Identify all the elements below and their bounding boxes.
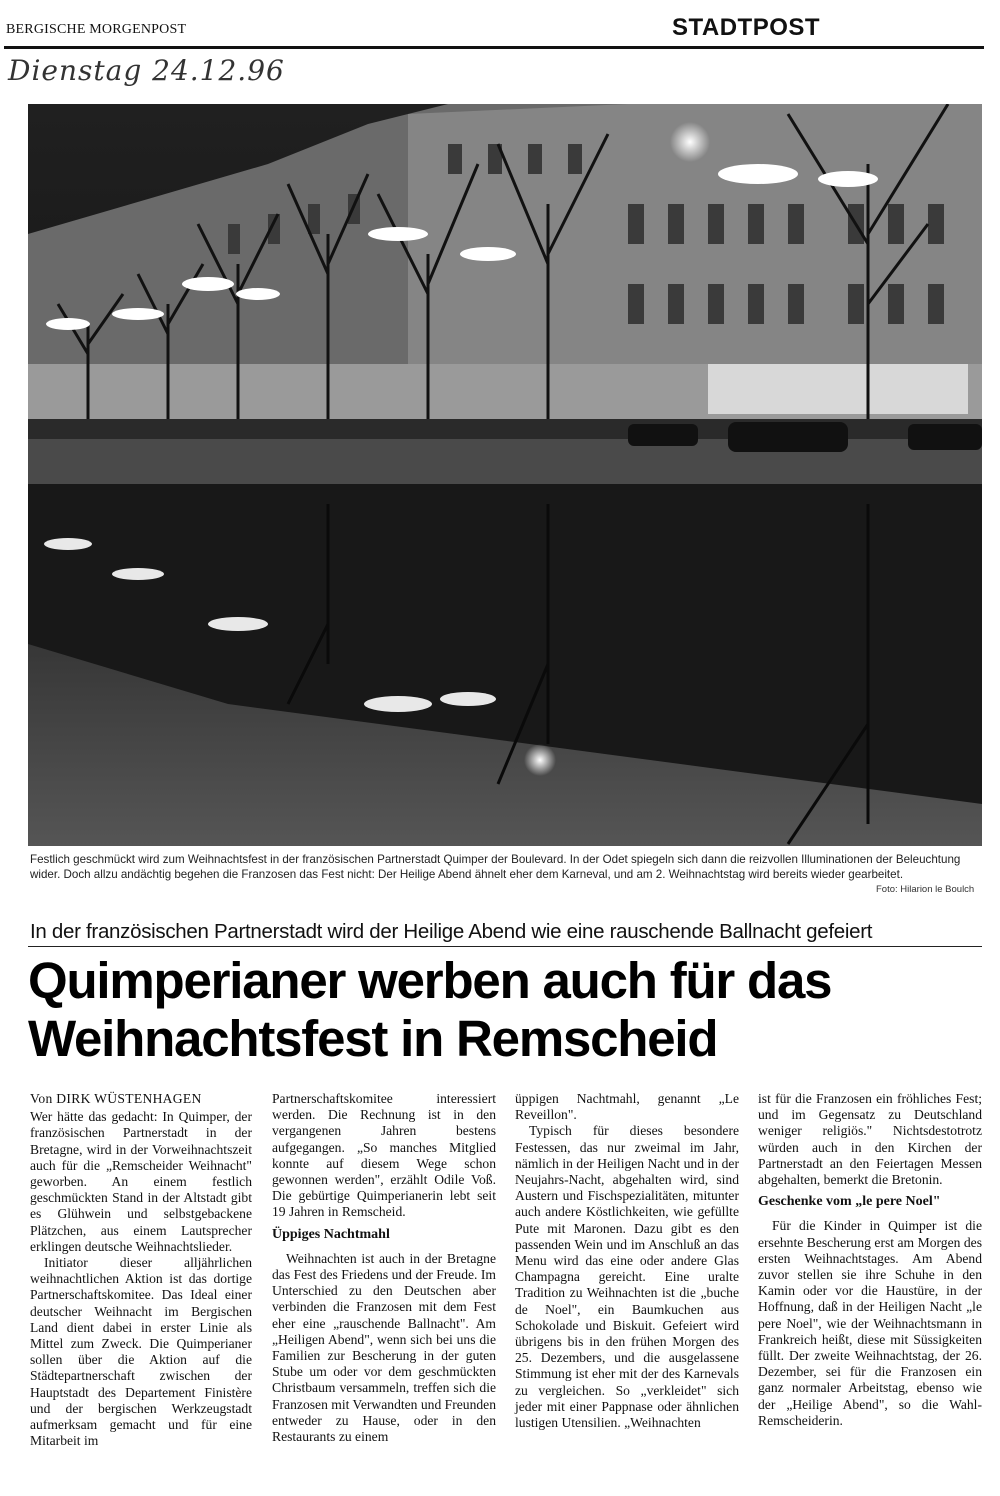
handwritten-date: Dienstag 24.12.96 [8,54,285,87]
article-column-1 [30,1091,252,1449]
column-4-paragraph-2: Für die Kinder in Quimper ist die ersehnte Bescherung erst am Morgen des ersten Weihnachtstages. Am Abend zuvor stellen sie ihre Schuhe in den Kamin oder vor die Haustüre, in der Hoffnung, daß in der Heiligen Nacht „le pere Noel", wie der Weihnachtsmann in Frankreich heißt, diese mit Süssigkeiten füllt. Der zweite Weihnachtstag, der 26. Dezember, sei für die Franzosen ein ganz normaler Arbeitstag, ebenso wie der „Heilige Abend", so die Wahl-Remscheiderin. [758,1218,982,1428]
subhead-nachtmahl: Üppiges Nachtmahl [272,1226,390,1242]
kicker-rule [28,946,982,947]
headline-line-2: Weihnachtsfest in Remscheid [28,1010,718,1067]
photo-caption: Festlich geschmückt wird zum Weihnachtsfest in der französischen Partnerstadt Quimper der Boulevard. In der Odet spiegeln sich dann die reizvollen Illuminationen der Beleuchtung wider. Doch allzu andächtig begehen die Franzosen das Fest nicht: Der Heilige Abend ähnelt eher dem Karneval, und am 2. Weihnachtstag wird bereits wieder gearbeitet. [30,853,961,881]
subhead-geschenke: Geschenke vom „le pere Noel" [758,1194,941,1210]
headline [28,952,988,1068]
night-river-photo [28,104,982,846]
article-column-3 [515,1091,739,1431]
article-column-2 [272,1091,496,1445]
photo-credit: Foto: Hilarion le Boulch [876,884,975,895]
column-2-paragraph-1: Partnerschaftskomitee interessiert werden. Die Rechnung ist in den vergangenen Jahren bestens aufgegangen. „So manches Mitglied konnte auf diesem Wege schon gewonnen werden", erzählt Odile Voß. Die gebürtige Quimperianerin lebt seit 19 Jahren in Remscheid. [272,1091,496,1220]
newspaper-name: BERGISCHE MORGENPOST [6,22,187,37]
section-title: STADTPOST [672,14,821,41]
column-3-paragraph-2: Typisch für dieses besondere Festessen, das nur zweimal im Jahr, nämlich in der Heiligen Nacht und in der Neujahrs-Nacht, abgehalten wird, sind Austern und Fischspezialitäten, mitunter auch andere Köstlichkeiten, wie gefüllte Pute mit Maronen. Dazu gibt es den passenden Wein und im Anschluß an das Menu wird das eine oder andere Glas Champagna gereicht. Eine uralte Tradition zu Weihnachten ist die „buche de Noel", ein Baumkuchen aus Schokolade und Biskuit. Gefeiert wird übrigens bis in den frühen Morgen des 25. Dezembers, und die ausgelassene Stimmung ist eher mit der des Karnevals zu vergleichen. So „verkleidet" sich jeder mit einer Pappnase oder ähnlichen lustigen Utensilien. „Weihnachten [515,1123,739,1431]
column-4-paragraph-1: ist für die Franzosen ein fröhliches Fest; und im Gegensatz zu Deutschland weniger religiös." Nichtsdestotrotz würden auch in den Kirchen der Partnerstadt an den Feiertagen Messen abgehalten, bemerkt die Bretonin. [758,1091,982,1188]
column-3-paragraph-1: üppigen Nachtmahl, genannt „Le Reveillon". [515,1091,739,1123]
column-2-paragraph-2: Weihnachten ist auch in der Bretagne das Fest des Friedens und der Freude. Im Unterschied zu den Deutschen aber verbinden die Franzosen mit dem Fest eher eine „rauschende Ballnacht". Am „Heiligen Abend", wenn sich bei uns die Familien zur Bescherung in der guten Stube um oder vor dem geschmückten Christbaum versammeln, treffen sich die Franzosen mit Verwandten und Freunden entweder zu Hause, oder in den Restaurants zu einem [272,1250,496,1445]
headline-line-1: Quimperianer werben auch für das [28,952,832,1009]
photo-boulevard-quimper [28,104,982,846]
header-rule [4,46,984,49]
column-1-paragraph-2: Initiator dieser alljährlichen weihnachtlichen Aktion ist das dortige Partnerschaftskomitee. Das Ideal einer deutscher Weihnacht im Bergischen Land dient dabei in erster Linie als Mittel zum Zweck. Die Quimperianer sollen über die Aktion auf die Städtepartnerschaft zwischen der Hauptstadt des Departement Finistère und der bergischen Werkzeugstadt aufmerksam gemacht und für eine Mitarbeit im [30,1255,252,1449]
byline: Von DIRK WÜSTENHAGEN [30,1091,202,1106]
kicker: In der französischen Partnerstadt wird der Heilige Abend wie eine rauschende Ballnacht gefeiert [30,920,873,943]
article-column-4 [758,1091,982,1429]
column-1-paragraph-1: Wer hätte das gedacht: In Quimper, der französischen Partnerstadt in der Bretagne, wird in der Vorweihnachtszeit auch für die „Remscheider Weihnacht" geworben. An einem festlich geschmückten Stand in der Altstadt gibt es Glühwein und selbstgebackene Plätzchen, aus einem Lautsprecher erklingen deutsche Weihnachtslieder. [30,1109,252,1254]
